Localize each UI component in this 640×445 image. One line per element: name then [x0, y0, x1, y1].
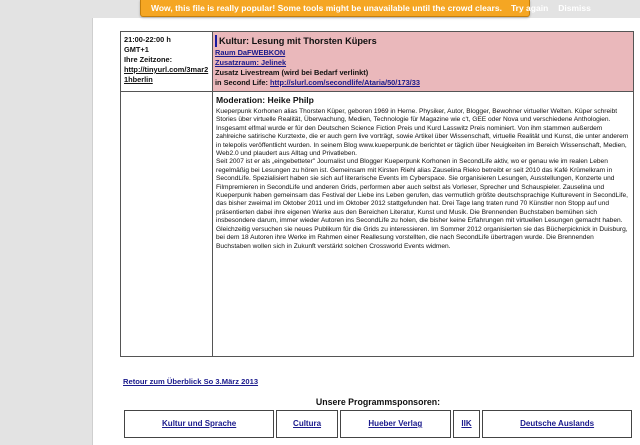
second-life-link[interactable]: http://slurl.com/secondlife/Ataria/50/173/33 — [270, 78, 420, 87]
event-timezone: GMT+1 — [124, 45, 149, 54]
try-again-link[interactable]: Try again — [510, 3, 549, 13]
extra-room-link[interactable]: Zusatzraum: Jelinek — [215, 58, 287, 67]
notification-bar — [140, 0, 591, 17]
moderation-label: Moderation: Heike Philp — [216, 95, 314, 105]
description-paragraph-1: Kueperpunk Korhonen alias Thorsten Küper, geboren 1969 in Herne. Physiker, Autor, Blogger, Bewohner virtueller Welten. Küper schreibt Stories über virtuelle Realität, Überwachung, Medien, Technologie für Magazine wie c't, GEE oder Nova und verschiedene Anthologien. Insgesamt elfmal wurde er für den Deutschen Science Fiction Preis und Kurd Lasswitz Preis nominiert. Von ihm stammen außerdem zahlreiche satirische Kurztexte, die er auch gern live vorträgt, sowie Artikel über Wissenschaft, virtuelle Realität und Kunst, die unter anderem in telepolis veröffentlicht wurden. In seinem Blog www.kueperpunk.de berichtet er täglich über Neuigkeiten im Bereich Wissenschaft, Medien, Web2.0 und plaudert aus Alltag und Privatleben. — [216, 108, 629, 158]
room-link[interactable]: Raum DaFWEBKON — [215, 48, 286, 57]
empty-cell — [121, 92, 213, 357]
time-cell — [121, 32, 213, 92]
sponsors-title: Unsere Programmsponsoren: — [315, 397, 441, 407]
sponsor-iik-link[interactable]: IIK — [461, 419, 472, 428]
event-cell — [213, 32, 634, 92]
sponsor-deutsche-auslands-link[interactable]: Deutsche Auslands — [520, 419, 595, 428]
timezone-link[interactable]: http://tinyurl.com/3mar21hberlin — [124, 65, 209, 84]
description-row — [121, 92, 634, 357]
event-time: 21:00-22:00 h — [124, 35, 171, 44]
your-timezone-label: Ihre Zeitzone: — [124, 55, 173, 64]
sponsor-cell — [124, 410, 274, 438]
sponsor-hueber-verlag-link[interactable]: Hueber Verlag — [368, 419, 423, 428]
back-to-overview-link[interactable]: Retour zum Überblick So 3.März 2013 — [123, 377, 259, 386]
sponsor-kultur-und-sprache-link[interactable]: Kultur und Sprache — [162, 419, 237, 428]
livestream-note: Zusatz Livestream (wird bei Bedarf verlinkt) — [215, 68, 369, 77]
sponsors-row — [124, 410, 632, 438]
description-paragraph-2: Seit 2007 ist er als „eingebetteter" Journalist und Blogger Kueperpunk Korhonen in SecondLife aktiv, wo er genau wie im realen Leben regelmäßig bei Lesungen zu hören ist. Gemeinsam mit Kirsten Riehl alias Zauselina Rieko betreibt er seit 2010 das Kafé Krümelkram in SecondLife. Spezialisiert haben sie sich auf literarische Events im Cyberspace. Sie organisieren Lesungen, Ausstellungen, Konzerte und Filmpremieren in SecondLife und anderen Grids, performen aber auch selbst als Vorleser, Sprecher und Schauspieler. Zauselina und Kueperpunk haben gemeinsam das Festival der Liebe ins Leben gerufen, das vermutlich größte deutschsprachige Kulturevent in SecondLife, das bisher zweimal im Oktober 2011 und im Oktober 2012 stattgefunden hat. Drei Tage lang traten rund 70 Künstler non Stopp auf und präsentierten dabei ihre eigenen Werke aus den Bereichen Literatur, Kunst und Musik. Die Brennenden Buchstaben bemühen sich insbesondere darum, immer wieder Autoren ins SecondLife zu holen, die bisher keine Erfahrungen mit virtuellen Lesungen gemacht haben. Gleichzeitig versuchen sie neues Publikum für die Grids zu interessieren. Im Sommer 2012 organisierten sie das Bücherpicknick in Duisburg, bei dem 18 Autoren ihre Werke im Rahmen einer Reallesung vorstellten, die nach SecondLife übertragen wurde. Die Brennenden Buchstaben wollen sich in Zukunft verstärkt solchen Crossworld Events widmen. — [216, 158, 628, 250]
sponsor-cell — [340, 410, 451, 438]
sponsors-table — [122, 408, 634, 440]
program-table — [120, 31, 634, 357]
sponsor-cultura-link[interactable]: Cultura — [293, 419, 322, 428]
notification-message: Wow, this file is really popular! Some tools might be unavailable until the crowd clears. — [151, 3, 502, 13]
event-title: Kultur: Lesung mit Thorsten Küpers — [215, 35, 630, 47]
second-life-label: in Second Life: — [215, 78, 268, 87]
dismiss-link[interactable]: Dismiss — [558, 3, 591, 13]
program-row — [121, 32, 634, 92]
sponsor-cell — [482, 410, 632, 438]
description-cell — [213, 92, 634, 357]
sponsor-cell — [453, 410, 480, 438]
sponsor-cell — [276, 410, 337, 438]
